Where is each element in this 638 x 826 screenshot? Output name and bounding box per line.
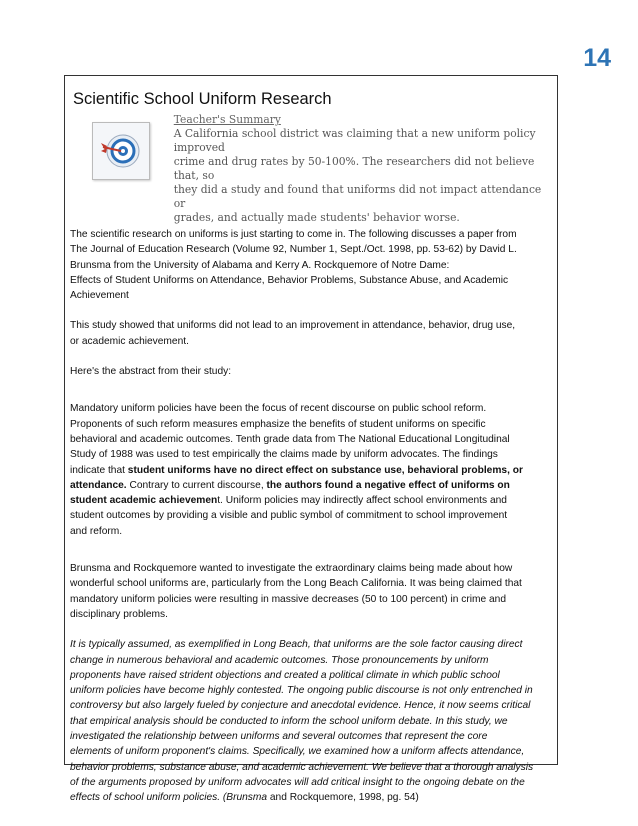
quote-line: of the arguments proposed by uniform advocates will add critical insight to the ongoing debate on the [70,776,525,788]
abstract-bold: student uniforms have no direct effect on substance use, behavioral problems, or [127,464,523,476]
abstract-bold: student academic achievemen [70,495,218,507]
summary-text [174,113,552,225]
quote-line: investigated the relationship between uniforms and several outcomes that represent the core [70,731,488,743]
abstract-line: Study of 1988 was used to test empirically the claims made by uniform advocates. The findings [70,449,498,461]
context-paragraph [70,561,552,622]
context-line: mandatory uniform policies were resulting in massive decreases (50 to 100 percent) in crime and [70,593,507,605]
abstract-text: Contrary to current discourse, [126,479,267,491]
abstract-line: behavioral and academic outcomes. Tenth grade data from The National Educational Longitudinal [70,433,510,445]
intro-line: Effects of Student Uniforms on Attendance, Behavior Problems, Substance Abuse, and Academic [70,274,509,286]
quote-line: elements of uniform proponent's claims. Specifically, we examined how a uniform affects attendance, [70,746,525,758]
context-line: disciplinary problems. [70,608,168,620]
target-icon [92,122,150,180]
page-number: 14 [583,44,611,72]
abstract-paragraph [70,401,552,539]
quote-paragraph [70,637,552,805]
summary-line: crime and drug rates by 50-100%. The researchers did not believe that, so [173,155,535,182]
abstract-line: and reform. [70,525,123,537]
abstract-text: t. Uniform policies may indirectly affect school environments and [217,495,507,507]
research-box [64,75,558,804]
quote-line: uniform policies have become highly contested. The ongoing public discourse is not only entrenched in [70,685,533,697]
summary-line: grades, and actually made students' behavior worse. [173,211,460,224]
summary-line: A California school district was claiming that a new uniform policy improved [173,127,536,154]
quote-line: change in numerous behavioral and academic outcomes. Those pronouncements by uniform [70,654,489,666]
section-title: Scientific School Uniform Research [73,90,332,108]
quote-line: controversy but also largely fueled by conjecture and anecdotal evidence. Hence, it now seems critical [70,700,531,712]
intro-line: Brunsma from the University of Alabama and Kerry A. Rockquemore of Notre Dame: [70,259,450,271]
quote-line: behavior problems, substance abuse, and academic achievement. We believe that a thorough analysis [70,761,534,773]
quote-citation-plain: and Rockquemore, 1998, pg. 54) [267,792,419,804]
context-line: Brunsma and Rockquemore wanted to investigate the extraordinary claims being made about how [70,563,513,575]
quote-line: that empirical analysis should be conducted to inform the school uniform debate. In this study, we [70,715,508,727]
abstract-bold: the authors found a negative effect of uniforms on [266,479,510,491]
summary-line: they did a study and found that uniforms did not impact attendance or [173,183,542,210]
abstract-text: indicate that [70,464,128,476]
intro-line: The Journal of Education Research (Volume 92, Number 1, Sept./Oct. 1998, pp. 53-62) by David L. [70,244,517,256]
quote-line: proponents have raised strident objections and created a political climate in which public school [70,669,500,681]
quote-line: It is typically assumed, as exemplified in Long Beach, that uniforms are the sole factor causing direct [70,639,523,651]
abstract-line: student outcomes by providing a visible and public symbol of commitment to school improvement [70,510,508,522]
abstract-intro: Here's the abstract from their study: [70,366,232,378]
abstract-bold: attendance. [70,479,127,491]
intro-line: The scientific research on uniforms is just starting to come in. The following discusses a paper from [70,229,517,240]
finding-line: This study showed that uniforms did not lead to an improvement in attendance, behavior, drug use, [70,320,516,332]
context-line: wonderful school uniforms are, particularly from the Long Beach California. It was being claimed that [70,578,522,590]
intro-paragraph [70,227,552,303]
finding-line: or academic achievement. [70,335,189,347]
abstract-line: Mandatory uniform policies have been the focus of recent discourse on public school reform. [70,403,487,415]
quote-citation-italic: effects of school uniform policies. (Brunsma [70,792,268,804]
abstract-line: Proponents of such reform measures emphasize the benefits of student uniforms on specific [70,418,486,430]
intro-line: Achievement [70,290,129,302]
finding-paragraph [70,318,552,349]
teacher-summary [70,113,552,225]
summary-heading: Teacher's Summary [173,113,281,126]
